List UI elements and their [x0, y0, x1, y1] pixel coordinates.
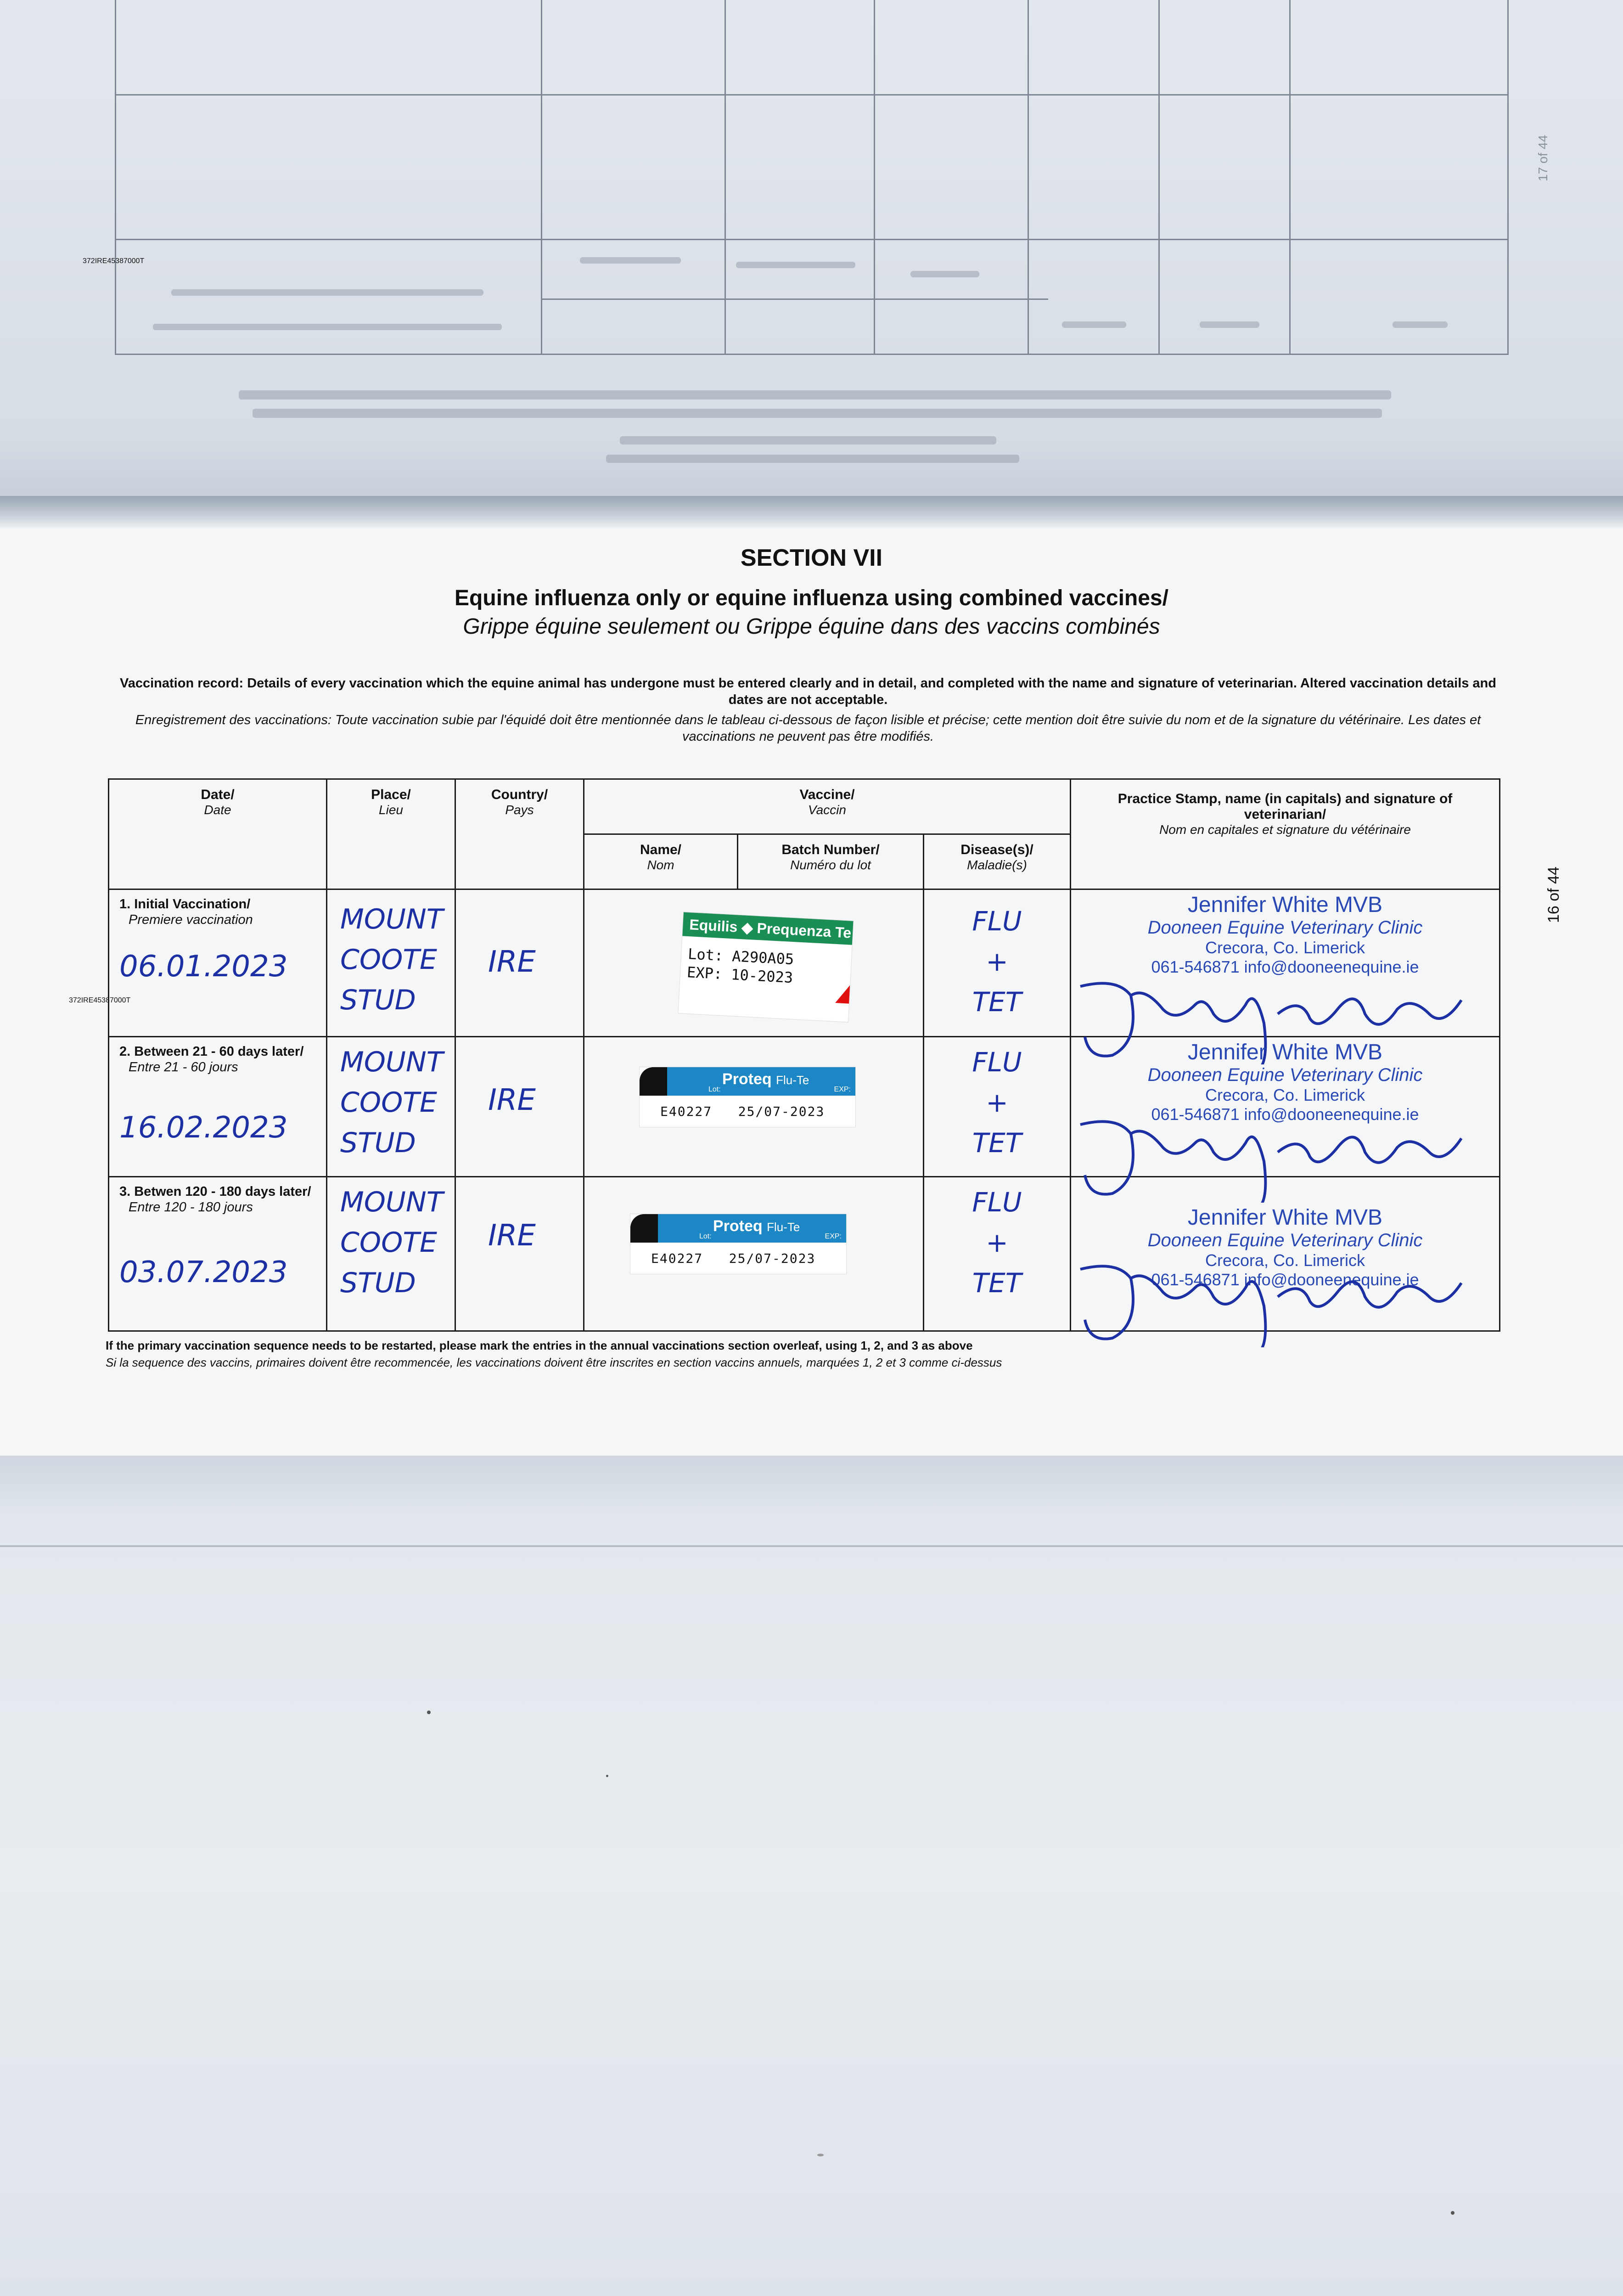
country-cell	[455, 1177, 584, 1331]
date-cell: 3. Betwen 120 - 180 days later/ Entre 120 - 180 jours 03.07.2023	[109, 1177, 327, 1331]
previous-page-table	[115, 0, 1509, 355]
expiry-date: 25/07-2023	[738, 1103, 825, 1119]
clinic-address: Crecora, Co. Limerick	[1205, 938, 1365, 957]
place-line: COOTE	[340, 944, 437, 976]
side-id: 372IRE45387000T	[69, 996, 131, 1004]
place-line: COOTE	[340, 1086, 437, 1119]
disease-line: TET	[972, 1267, 1022, 1299]
vet-name: Jennifer White MVB	[1187, 1205, 1383, 1230]
speck	[606, 1775, 608, 1777]
mirrored-text-blur	[606, 455, 1019, 463]
header-name: Name/ Nom	[584, 834, 738, 889]
vaccine-sticker-equilis: Equilis ◆ Prequenza Te Lot: A290A05 EXP: 10-2023	[678, 912, 853, 1022]
vaccine-label-cell	[584, 1036, 924, 1177]
vaccine-sticker-proteq	[630, 1214, 846, 1274]
clinic-contact: 061-546871 info@dooneenequine.ie	[1151, 1104, 1419, 1124]
previous-page-section	[0, 0, 1623, 510]
vaccination-table	[108, 778, 1500, 1332]
page-fold-line	[0, 1545, 1623, 1547]
disease-cell	[924, 1036, 1071, 1177]
disease-line: +	[986, 946, 1008, 978]
footnote-fr: Si la sequence des vaccins, primaires doivent être recommencée, les vaccinations doivent être inscrites en section vaccins annuels, marquées 1, 2 et 3 comme ci-dessus	[106, 1356, 1002, 1369]
place-cell	[327, 1177, 455, 1331]
vaccine-product: Flu-Te	[767, 1220, 800, 1234]
practice-stamp-cell	[1071, 1177, 1500, 1331]
grid-line	[724, 0, 726, 354]
grid-line	[116, 239, 1507, 240]
header-country: Country/ Pays	[455, 779, 584, 889]
clinic-address: Crecora, Co. Limerick	[1205, 1085, 1365, 1104]
speck	[427, 1711, 431, 1714]
mirrored-text-blur	[239, 390, 1391, 400]
practice-stamp-cell	[1071, 889, 1500, 1037]
exp-label: EXP:	[825, 1232, 842, 1241]
handwritten-country: IRE	[488, 1083, 536, 1117]
grid-line	[1289, 0, 1291, 354]
subtitle-en: Equine influenza only or equine influenza using combined vaccines/	[455, 586, 1168, 610]
clinic-name: Dooneen Equine Veterinary Clinic	[1147, 1230, 1423, 1251]
place-line: MOUNT	[340, 1046, 444, 1078]
clinic-name: Dooneen Equine Veterinary Clinic	[1147, 917, 1423, 938]
clinic-address: Crecora, Co. Limerick	[1205, 1251, 1365, 1270]
place-line: STUD	[340, 1267, 416, 1300]
lower-blank-page	[0, 1456, 1623, 2296]
grid-line	[874, 0, 875, 354]
mirrored-text-blur	[1200, 321, 1259, 328]
header-vaccine: Vaccine/ Vaccin	[584, 779, 1071, 834]
mirrored-text-blur	[1062, 321, 1126, 328]
grid-line	[1158, 0, 1160, 354]
disease-line: +	[986, 1227, 1008, 1259]
expiry-date: 25/07-2023	[729, 1251, 816, 1266]
intro-text-fr: Enregistrement des vaccinations: Toute vaccination subie par l'équidé doit être mentionnée dans le tableau ci-dessous de façon lisible et précise; cette mention doit être suivie du nom et de la signature du vétérinaire. Les dates et vaccinations ne peuvent pas être modifiés.	[135, 713, 1481, 744]
page-fold-shadow	[0, 496, 1623, 528]
place-cell	[327, 1036, 455, 1177]
mirrored-text-blur	[153, 324, 502, 330]
lot-label: Lot:	[708, 1085, 721, 1093]
table-row	[109, 1177, 1500, 1331]
date-cell: 1. Initial Vaccination/ Premiere vaccination 06.01.2023	[109, 889, 327, 1037]
handwritten-date: 06.01.2023	[119, 950, 288, 984]
handwritten-country: IRE	[488, 945, 536, 979]
disease-line: TET	[972, 986, 1022, 1018]
lot-number: A290A05	[731, 947, 795, 968]
exp-label: EXP:	[834, 1085, 851, 1093]
vaccine-brand: Equilis	[689, 916, 738, 936]
expiry-date: 10-2023	[730, 966, 794, 987]
disease-line: +	[986, 1086, 1008, 1118]
speck	[1451, 2211, 1455, 2215]
header-batch: Batch Number/ Numéro du lot	[738, 834, 924, 889]
disease-line: FLU	[972, 1046, 1022, 1078]
mirrored-text-blur	[620, 436, 996, 445]
vaccine-product: Flu-Te	[776, 1073, 809, 1087]
footnote-en: If the primary vaccination sequence needs to be restarted, please mark the entries in the annual vaccinations section overleaf, using 1, 2, and 3 as above	[106, 1339, 973, 1352]
vaccine-label-cell	[584, 889, 924, 1037]
exp-label: EXP:	[686, 963, 723, 983]
mirrored-text-blur	[580, 257, 681, 264]
mirrored-text-blur	[1393, 321, 1448, 328]
lot-number: E40227	[660, 1103, 713, 1119]
place-line: COOTE	[340, 1227, 437, 1259]
vet-name: Jennifer White MVB	[1187, 893, 1383, 917]
lot-label: Lot:	[687, 945, 724, 965]
table-row	[109, 1036, 1500, 1177]
clinic-contact: 061-546871 info@dooneenequine.ie	[1151, 957, 1419, 977]
place-line: MOUNT	[340, 1186, 444, 1219]
speck	[817, 2154, 824, 2156]
vet-signature	[1062, 1251, 1475, 1347]
mirrored-text-blur	[736, 262, 855, 268]
mirrored-text-blur	[171, 289, 483, 296]
top-page-number: 17 of 44	[1536, 135, 1550, 181]
intro-text-en: Vaccination record: Details of every vaccination which the equine animal has undergone must be entered clearly and in detail, and completed with the name and signature of veterinarian. Altered vaccination details and dates are not acceptable.	[120, 676, 1496, 707]
practice-stamp	[1071, 892, 1499, 977]
vet-name: Jennifer White MVB	[1187, 1040, 1383, 1064]
vaccine-brand: Proteq	[713, 1217, 763, 1235]
place-line: STUD	[340, 1126, 416, 1159]
grid-line	[541, 0, 542, 354]
grid-line	[116, 94, 1507, 96]
header-date: Date/ Date	[109, 779, 327, 889]
table-row	[109, 889, 1500, 1037]
grid-line	[1028, 0, 1029, 354]
grid-line	[541, 298, 1048, 300]
disease-line: FLU	[972, 906, 1022, 937]
header-place: Place/ Lieu	[327, 779, 455, 889]
handwritten-date: 16.02.2023	[119, 1110, 288, 1145]
vaccine-brand: Proteq	[722, 1070, 772, 1088]
country-cell	[455, 1036, 584, 1177]
disease-cell	[924, 889, 1071, 1037]
disease-cell	[924, 1177, 1071, 1331]
header-practice: Practice Stamp, name (in capitals) and signature of veterinarian/ Nom en capitales et signature du vétérinaire	[1071, 779, 1500, 889]
place-line: STUD	[340, 984, 416, 1017]
disease-line: TET	[972, 1127, 1022, 1159]
handwritten-date: 03.07.2023	[119, 1255, 288, 1290]
page-number: 16 of 44	[1545, 867, 1562, 923]
vaccine-product: Prequenza Te	[756, 920, 852, 941]
handwritten-country: IRE	[488, 1219, 536, 1253]
mirrored-text-blur	[253, 409, 1382, 418]
clinic-contact: 061-546871 info@dooneenequine.ie	[1151, 1270, 1419, 1289]
disease-line: FLU	[972, 1187, 1022, 1218]
red-corner-mark	[835, 985, 850, 1004]
place-line: MOUNT	[340, 903, 444, 936]
subtitle-fr: Grippe équine seulement ou Grippe équine dans des vaccins combinés	[463, 614, 1160, 639]
header-disease: Disease(s)/ Maladie(s)	[924, 834, 1071, 889]
lot-label: Lot:	[699, 1232, 712, 1241]
side-id-top: 372IRE45387000T	[83, 257, 145, 265]
date-cell: 2. Between 21 - 60 days later/ Entre 21 - 60 jours 16.02.2023	[109, 1036, 327, 1177]
clinic-name: Dooneen Equine Veterinary Clinic	[1147, 1064, 1423, 1085]
place-cell	[327, 889, 455, 1037]
section-title: SECTION VII	[740, 545, 883, 571]
country-cell	[455, 889, 584, 1037]
vaccine-label-cell	[584, 1177, 924, 1331]
mirrored-text-blur	[910, 271, 979, 277]
lot-number: E40227	[651, 1251, 703, 1266]
practice-stamp-cell	[1071, 1036, 1500, 1177]
vaccine-sticker-proteq	[640, 1067, 855, 1127]
